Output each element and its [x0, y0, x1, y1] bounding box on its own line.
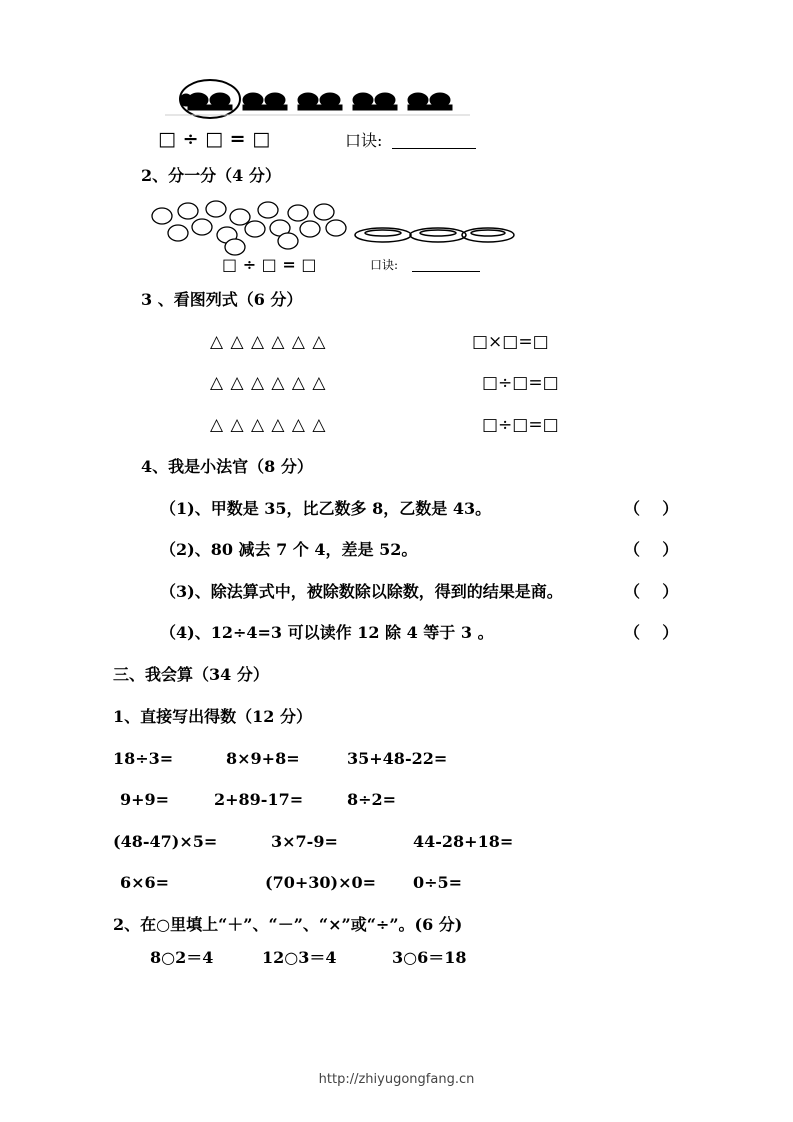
- q3-formula: □÷□=□: [482, 415, 559, 435]
- grouping-figure: [140, 72, 480, 154]
- q3-formula: □÷□=□: [482, 373, 559, 393]
- calc-item: 18÷3=: [113, 749, 174, 768]
- q3-triangles-row: △ △ △ △ △ △: [210, 415, 327, 435]
- calc-item: 8×9+8=: [226, 749, 300, 768]
- calc-item: 6×6=: [120, 873, 170, 892]
- q4-title: 4、我是小法官（8 分）: [141, 457, 313, 476]
- q3-triangles-row: △ △ △ △ △ △: [210, 332, 327, 352]
- calc-item: 9+9=: [120, 790, 170, 809]
- fill-item[interactable]: 8○2＝4: [150, 948, 214, 967]
- calc-item: (70+30)×0=: [265, 873, 377, 892]
- q2-title: 2、分一分（4 分）: [141, 166, 281, 185]
- q4-answer-blank[interactable]: （ ）: [624, 540, 679, 559]
- fill-item[interactable]: 3○6＝18: [392, 948, 467, 967]
- share-figure: [140, 195, 515, 275]
- top-koujue-blank[interactable]: [392, 148, 476, 149]
- q3-formula: □×□=□: [472, 332, 549, 352]
- calc-item: 8÷2=: [347, 790, 397, 809]
- sub2-title: 2、在○里填上“＋”、“－”、“×”或“÷”。(6 分): [113, 915, 463, 934]
- q2-koujue-label: 口诀:: [370, 258, 399, 272]
- q3-title: 3 、看图列式（6 分）: [141, 290, 303, 309]
- fill-item[interactable]: 12○3＝4: [262, 948, 337, 967]
- q2-formula: □ ÷ □ = □: [222, 255, 317, 274]
- sub1-title: 1、直接写出得数（12 分）: [113, 707, 312, 726]
- peaches-and-plates-illustration: [140, 195, 515, 275]
- q3-triangles-row: △ △ △ △ △ △: [210, 373, 327, 393]
- top-formula: □ ÷ □ = □: [158, 128, 271, 150]
- q4-statement: （2)、80 减去 7 个 4，差是 52。: [160, 540, 418, 559]
- q4-statement: （3)、除法算式中，被除数除以除数，得到的结果是商。: [160, 582, 563, 601]
- q4-answer-blank[interactable]: （ ）: [624, 623, 679, 642]
- footer-url[interactable]: http://zhiyugongfang.cn: [318, 1072, 475, 1087]
- calc-item: 0÷5=: [413, 873, 463, 892]
- calc-item: 3×7-9=: [271, 832, 338, 851]
- calc-item: 44-28+18=: [413, 832, 514, 851]
- section3-title: 三、我会算（34 分）: [113, 665, 269, 684]
- q4-statement: （4)、12÷4=3 可以读作 12 除 4 等于 3 。: [160, 623, 494, 642]
- q4-answer-blank[interactable]: （ ）: [624, 499, 679, 518]
- q4-statement: （1)、甲数是 35，比乙数多 8，乙数是 43。: [160, 499, 492, 518]
- q2-koujue-blank[interactable]: [412, 271, 480, 272]
- top-koujue-label: 口诀:: [345, 131, 383, 150]
- calc-item: (48-47)×5=: [113, 832, 218, 851]
- q4-answer-blank[interactable]: （ ）: [624, 582, 679, 601]
- calc-item: 2+89-17=: [214, 790, 304, 809]
- calc-item: 35+48-22=: [347, 749, 448, 768]
